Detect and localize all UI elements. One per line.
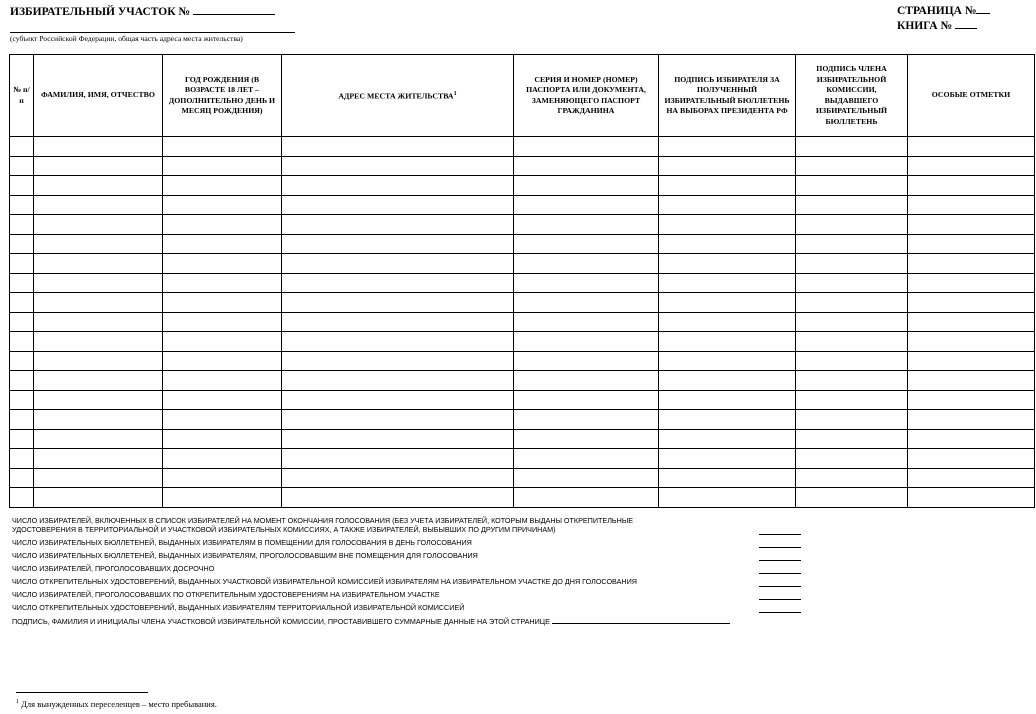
table-row (10, 410, 1035, 430)
table-cell[interactable] (10, 332, 34, 352)
table-cell[interactable] (514, 390, 659, 410)
table-cell[interactable] (34, 137, 163, 157)
polling-station-title (10, 4, 310, 18)
header-right (897, 4, 990, 34)
table-cell[interactable] (514, 332, 659, 352)
table-cell[interactable] (163, 488, 282, 508)
table-cell[interactable] (34, 449, 163, 469)
signature-row (12, 616, 812, 626)
table-cell[interactable] (659, 156, 796, 176)
table-cell[interactable] (34, 429, 163, 449)
table-cell[interactable] (514, 312, 659, 332)
table-cell[interactable] (514, 351, 659, 371)
table-cell[interactable] (163, 156, 282, 176)
table-cell[interactable] (163, 254, 282, 274)
header-left (10, 4, 310, 43)
table-cell[interactable] (282, 254, 514, 274)
table-cell[interactable] (34, 293, 163, 313)
table-cell[interactable] (908, 176, 1035, 196)
table-cell[interactable] (659, 293, 796, 313)
table-cell[interactable] (163, 273, 282, 293)
table-cell[interactable] (10, 371, 34, 391)
table-header-row (10, 55, 1035, 137)
table-cell[interactable] (659, 137, 796, 157)
col-commission-signature: ПОДПИСЬ ЧЛЕНА ИЗБИРАТЕЛЬНОЙ КОМИССИИ, ВЫДАВШЕГО ИЗБИРАТЕЛЬНЫЙ БЮЛЛЕТЕНЬ (796, 55, 908, 137)
table-cell[interactable] (514, 273, 659, 293)
table-cell[interactable] (796, 293, 908, 313)
table-cell[interactable] (908, 195, 1035, 215)
table-cell[interactable] (659, 332, 796, 352)
table-cell[interactable] (10, 215, 34, 235)
table-cell[interactable] (796, 410, 908, 430)
summary-row (12, 577, 812, 586)
table-cell[interactable] (514, 449, 659, 469)
table-cell[interactable] (796, 488, 908, 508)
table-cell[interactable] (796, 390, 908, 410)
table-cell[interactable] (163, 371, 282, 391)
polling-station-label: ИЗБИРАТЕЛЬНЫЙ УЧАСТОК № (10, 6, 190, 18)
table-cell[interactable] (659, 234, 796, 254)
summary-row (12, 538, 812, 547)
table-cell[interactable] (282, 449, 514, 469)
table-cell[interactable] (908, 293, 1035, 313)
table-cell[interactable] (796, 234, 908, 254)
table-cell[interactable] (796, 137, 908, 157)
table-cell[interactable] (514, 488, 659, 508)
table-cell[interactable] (163, 137, 282, 157)
table-cell[interactable] (10, 468, 34, 488)
table-cell[interactable] (10, 351, 34, 371)
summary-row (12, 564, 812, 573)
footnote-rule (16, 692, 148, 693)
table-cell[interactable] (282, 273, 514, 293)
table-cell[interactable] (796, 429, 908, 449)
table-cell[interactable] (10, 254, 34, 274)
table-cell[interactable] (514, 468, 659, 488)
table-cell[interactable] (10, 137, 34, 157)
table-cell[interactable] (10, 449, 34, 469)
table-body (10, 137, 1035, 508)
table-cell[interactable] (659, 371, 796, 391)
footnote-mark: 1 (453, 90, 457, 97)
table-cell[interactable] (908, 254, 1035, 274)
summary-row (12, 516, 812, 525)
table-cell[interactable] (282, 410, 514, 430)
book-label: КНИГА № (897, 20, 953, 32)
table-cell[interactable] (659, 176, 796, 196)
summary-text: ЧИСЛО ОТКРЕПИТЕЛЬНЫХ УДОСТОВЕРЕНИЙ, ВЫДАННЫХ ИЗБИРАТЕЛЯМ ТЕРРИТОРИАЛЬНОЙ ИЗБИРАТЕЛЬНОЙ КОМИССИЕЙ (12, 603, 465, 612)
book-number-line (897, 19, 990, 34)
table-cell[interactable] (163, 410, 282, 430)
table-cell[interactable] (659, 273, 796, 293)
table-cell[interactable] (282, 312, 514, 332)
polling-station-number-field[interactable] (193, 4, 275, 15)
table-cell[interactable] (10, 156, 34, 176)
table-cell[interactable] (34, 332, 163, 352)
summary-text: ЧИСЛО ИЗБИРАТЕЛЕЙ, ПРОГОЛОСОВАВШИХ ДОСРОЧНО (12, 564, 215, 573)
summary-row (12, 525, 812, 534)
table-cell[interactable] (514, 137, 659, 157)
table-cell[interactable] (163, 176, 282, 196)
table-cell[interactable] (659, 254, 796, 274)
col-special-notes: ОСОБЫЕ ОТМЕТКИ (908, 55, 1035, 137)
table-cell[interactable] (34, 410, 163, 430)
summary-text: ЧИСЛО ИЗБИРАТЕЛЬНЫХ БЮЛЛЕТЕНЕЙ, ВЫДАННЫХ ИЗБИРАТЕЛЯМ, ПРОГОЛОСОВАВШИМ ВНЕ ПОМЕЩЕНИЯ ДЛЯ ГОЛОСОВАНИЯ (12, 551, 478, 560)
table-cell[interactable] (34, 312, 163, 332)
table-cell[interactable] (282, 137, 514, 157)
page-label: СТРАНИЦА № (897, 5, 977, 17)
table-cell[interactable] (796, 371, 908, 391)
table-cell[interactable] (908, 137, 1035, 157)
table-cell[interactable] (659, 351, 796, 371)
table-cell[interactable] (163, 312, 282, 332)
table-cell[interactable] (282, 351, 514, 371)
table-row (10, 449, 1035, 469)
table-cell[interactable] (163, 351, 282, 371)
table-cell[interactable] (34, 488, 163, 508)
table-cell[interactable] (34, 234, 163, 254)
summary-blank[interactable] (759, 586, 801, 587)
table-row (10, 156, 1035, 176)
table-cell[interactable] (10, 234, 34, 254)
table-cell[interactable] (10, 176, 34, 196)
table-cell[interactable] (514, 371, 659, 391)
table-cell[interactable] (163, 390, 282, 410)
table-cell[interactable] (282, 156, 514, 176)
table-row (10, 332, 1035, 352)
table-cell[interactable] (796, 351, 908, 371)
table-cell[interactable] (908, 273, 1035, 293)
table-row (10, 488, 1035, 508)
table-cell[interactable] (659, 195, 796, 215)
table-cell[interactable] (514, 234, 659, 254)
table-cell[interactable] (282, 332, 514, 352)
table-cell[interactable] (908, 332, 1035, 352)
table-cell[interactable] (659, 449, 796, 469)
table-cell[interactable] (659, 215, 796, 235)
summary-text: ЧИСЛО ОТКРЕПИТЕЛЬНЫХ УДОСТОВЕРЕНИЙ, ВЫДАННЫХ УЧАСТКОВОЙ ИЗБИРАТЕЛЬНОЙ КОМИССИЕЙ ИЗБИРАТЕЛЯМ НА ИЗБИРАТЕЛЬНОМ УЧАСТКЕ ДО ДНЯ ГОЛОСОВАНИЯ (12, 577, 637, 586)
table-cell[interactable] (796, 312, 908, 332)
table-cell[interactable] (908, 429, 1035, 449)
table-cell[interactable] (282, 390, 514, 410)
table-cell[interactable] (34, 273, 163, 293)
table-row (10, 312, 1035, 332)
table-cell[interactable] (514, 293, 659, 313)
table-cell[interactable] (282, 234, 514, 254)
table-row (10, 293, 1035, 313)
table-row (10, 273, 1035, 293)
table-cell[interactable] (282, 293, 514, 313)
table-row (10, 195, 1035, 215)
voter-roll-table (9, 54, 1035, 508)
table-cell[interactable] (908, 312, 1035, 332)
table-cell[interactable] (796, 332, 908, 352)
table-cell[interactable] (659, 429, 796, 449)
footnote-number: 1 (16, 699, 19, 706)
summary-blank[interactable] (759, 599, 801, 600)
table-cell[interactable] (34, 215, 163, 235)
table-cell[interactable] (282, 468, 514, 488)
summary-row (12, 590, 812, 599)
table-cell[interactable] (796, 254, 908, 274)
table-cell[interactable] (282, 176, 514, 196)
table-cell[interactable] (10, 410, 34, 430)
subject-caption: (субъект Российской Федерации, общая часть адреса места жительства) (10, 34, 243, 43)
table-cell[interactable] (10, 429, 34, 449)
table-cell[interactable] (514, 195, 659, 215)
table-cell[interactable] (34, 468, 163, 488)
table-cell[interactable] (908, 351, 1035, 371)
table-cell[interactable] (796, 468, 908, 488)
table-row (10, 215, 1035, 235)
table-cell[interactable] (10, 273, 34, 293)
table-cell[interactable] (34, 390, 163, 410)
table-cell[interactable] (796, 176, 908, 196)
col-address (282, 55, 514, 137)
col-passport: СЕРИЯ И НОМЕР (НОМЕР) ПАСПОРТА ИЛИ ДОКУМЕНТА, ЗАМЕНЯЮЩЕГО ПАСПОРТ ГРАЖДАНИНА (514, 55, 659, 137)
table-cell[interactable] (659, 488, 796, 508)
footnote (16, 699, 217, 709)
table-cell[interactable] (163, 195, 282, 215)
table-cell[interactable] (10, 390, 34, 410)
summary-blank[interactable] (759, 547, 801, 548)
table-cell[interactable] (796, 449, 908, 469)
summary-blank[interactable] (759, 534, 801, 535)
table-cell[interactable] (34, 371, 163, 391)
summary-text: ЧИСЛО ИЗБИРАТЕЛЕЙ, ВКЛЮЧЕННЫХ В СПИСОК ИЗБИРАТЕЛЕЙ НА МОМЕНТ ОКОНЧАНИЯ ГОЛОСОВАНИЯ (БЕЗ УЧЕТА ИЗБИРАТЕЛЕЙ, КОТОРЫМ ВЫДАНЫ ОТКРЕПИТЕЛЬНЫЕ (12, 516, 633, 525)
summary-text: ЧИСЛО ИЗБИРАТЕЛЕЙ, ПРОГОЛОСОВАВШИХ ПО ОТКРЕПИТЕЛЬНЫМ УДОСТОВЕРЕНИЯМ НА ИЗБИРАТЕЛЬНОМ УЧАСТКЕ (12, 590, 440, 599)
table-cell[interactable] (34, 156, 163, 176)
table-cell[interactable] (34, 195, 163, 215)
footnote-text: Для вынужденных переселенцев – место пребывания. (21, 699, 217, 709)
signature-blank[interactable] (552, 616, 730, 624)
table-row (10, 254, 1035, 274)
table-cell[interactable] (34, 254, 163, 274)
table-row (10, 468, 1035, 488)
summary-section (12, 516, 812, 626)
table-row (10, 137, 1035, 157)
table-cell[interactable] (514, 429, 659, 449)
col-full-name: ФАМИЛИЯ, ИМЯ, ОТЧЕСТВО (34, 55, 163, 137)
col-number: № п/п (10, 55, 34, 137)
summary-text: УДОСТОВЕРЕНИЯ В ТЕРРИТОРИАЛЬНОЙ И УЧАСТКОВОЙ ИЗБИРАТЕЛЬНЫХ КОМИССИЯХ, А ТАКЖЕ ИЗБИРАТЕЛЕЙ, ВЫБЫВШИХ ПО ДРУГИМ ПРИЧИНАМ) (12, 525, 556, 534)
table-cell[interactable] (34, 351, 163, 371)
table-cell[interactable] (796, 156, 908, 176)
table-cell[interactable] (659, 312, 796, 332)
table-row (10, 390, 1035, 410)
summary-text: ЧИСЛО ИЗБИРАТЕЛЬНЫХ БЮЛЛЕТЕНЕЙ, ВЫДАННЫХ ИЗБИРАТЕЛЯМ В ПОМЕЩЕНИИ ДЛЯ ГОЛОСОВАНИЯ В ДЕНЬ ГОЛОСОВАНИЯ (12, 538, 472, 547)
table-cell[interactable] (163, 468, 282, 488)
table-cell[interactable] (514, 176, 659, 196)
table-cell[interactable] (10, 488, 34, 508)
page-number-field[interactable] (976, 4, 990, 14)
table-cell[interactable] (163, 293, 282, 313)
table-cell[interactable] (908, 215, 1035, 235)
table-cell[interactable] (796, 215, 908, 235)
table-row (10, 234, 1035, 254)
summary-blank[interactable] (759, 573, 801, 574)
signature-text: ПОДПИСЬ, ФАМИЛИЯ И ИНИЦИАЛЫ ЧЛЕНА УЧАСТКОВОЙ ИЗБИРАТЕЛЬНОЙ КОМИССИИ, ПРОСТАВИВШЕГО СУММАРНЫЕ ДАННЫЕ НА ЭТОЙ СТРАНИЦЕ (12, 617, 550, 626)
table-cell[interactable] (514, 410, 659, 430)
page-number-line (897, 4, 990, 19)
table-cell[interactable] (163, 429, 282, 449)
table-cell[interactable] (10, 293, 34, 313)
col-birth-year: ГОД РОЖДЕНИЯ (В ВОЗРАСТЕ 18 ЛЕТ – ДОПОЛНИТЕЛЬНО ДЕНЬ И МЕСЯЦ РОЖДЕНИЯ) (163, 55, 282, 137)
col-address-label: АДРЕС МЕСТА ЖИТЕЛЬСТВА (338, 91, 454, 101)
col-voter-signature: ПОДПИСЬ ИЗБИРАТЕЛЯ ЗА ПОЛУЧЕННЫЙ ИЗБИРАТЕЛЬНЫЙ БЮЛЛЕТЕНЬ НА ВЫБОРАХ ПРЕЗИДЕНТА РФ (659, 55, 796, 137)
summary-row (12, 551, 812, 560)
table-row (10, 176, 1035, 196)
table-cell[interactable] (908, 488, 1035, 508)
table-cell[interactable] (659, 410, 796, 430)
table-cell[interactable] (796, 195, 908, 215)
table-cell[interactable] (796, 273, 908, 293)
table-cell[interactable] (34, 176, 163, 196)
subject-line[interactable] (10, 32, 295, 33)
table-cell[interactable] (163, 215, 282, 235)
summary-blank[interactable] (759, 560, 801, 561)
book-number-field[interactable] (955, 19, 977, 29)
table-cell[interactable] (282, 371, 514, 391)
table-cell[interactable] (659, 390, 796, 410)
table-cell[interactable] (163, 332, 282, 352)
table-cell[interactable] (908, 156, 1035, 176)
table-cell[interactable] (514, 156, 659, 176)
table-row (10, 371, 1035, 391)
table-cell[interactable] (282, 488, 514, 508)
table-cell[interactable] (163, 449, 282, 469)
table-cell[interactable] (908, 390, 1035, 410)
table-cell[interactable] (908, 410, 1035, 430)
table-cell[interactable] (282, 195, 514, 215)
table-cell[interactable] (514, 254, 659, 274)
table-row (10, 429, 1035, 449)
table-cell[interactable] (908, 449, 1035, 469)
table-cell[interactable] (908, 371, 1035, 391)
table-cell[interactable] (282, 429, 514, 449)
summary-row (12, 603, 812, 612)
table-cell[interactable] (908, 234, 1035, 254)
table-cell[interactable] (163, 234, 282, 254)
table-cell[interactable] (514, 215, 659, 235)
table-cell[interactable] (282, 215, 514, 235)
table-cell[interactable] (908, 468, 1035, 488)
table-cell[interactable] (659, 468, 796, 488)
table-cell[interactable] (10, 312, 34, 332)
table-cell[interactable] (10, 195, 34, 215)
summary-blank[interactable] (759, 612, 801, 613)
table-row (10, 351, 1035, 371)
